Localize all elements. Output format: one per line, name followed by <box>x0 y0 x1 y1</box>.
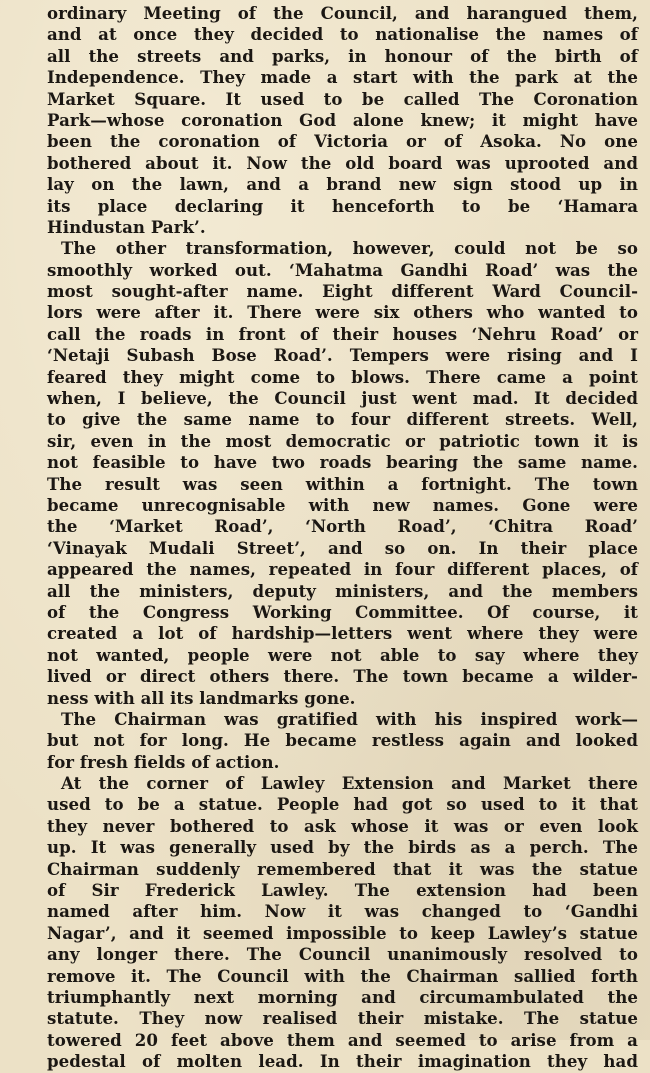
text-line: they never bothered to ask whose it was or even look <box>47 815 638 836</box>
text-line: used to be a statue. People had got so used to it that <box>47 794 638 815</box>
text-line: call the roads in front of their houses ‘Nehru Road’ or <box>47 323 638 344</box>
text-line: all the streets and parks, in honour of the birth of <box>47 45 638 66</box>
text-line: became unrecognisable with new names. Gone were <box>47 494 638 515</box>
text-line: lived or direct others there. The town became a wilder- <box>47 666 638 687</box>
text-line: of Sir Frederick Lawley. The extension had been <box>47 880 638 901</box>
text-line: not wanted, people were not able to say where they <box>47 644 638 665</box>
text-line: of the Congress Working Committee. Of course, it <box>47 601 638 622</box>
text-line: most sought-after name. Eight different Ward Council- <box>47 281 638 302</box>
text-line: ‘Vinayak Mudali Street’, and so on. In their place <box>47 537 638 558</box>
text-line: any longer there. The Council unanimously resolved to <box>47 944 638 965</box>
text-line: created a lot of hardship—letters went where they were <box>47 623 638 644</box>
body-text <box>47 3 638 1073</box>
text-line: the ‘Market Road’, ‘North Road’, ‘Chitra Road’ <box>47 516 638 537</box>
text-line: all the ministers, deputy ministers, and the members <box>47 580 638 601</box>
paragraph-end-line: for fresh fields of action. <box>47 751 280 772</box>
text-line: The result was seen within a fortnight. The town <box>47 473 638 494</box>
text-line: but not for long. He became restless again and looked <box>47 730 638 751</box>
text-line: ‘Netaji Subash Bose Road’. Tempers were rising and I <box>47 345 638 366</box>
text-line: towered 20 feet above them and seemed to arise from a <box>47 1029 638 1050</box>
text-line: pedestal of molten lead. In their imagination they had <box>47 1051 638 1072</box>
text-line: statute. They now realised their mistake. The statue <box>47 1008 638 1029</box>
text-line: bothered about it. Now the old board was uprooted and <box>47 152 638 173</box>
text-line: to give the same name to four different streets. Well, <box>47 409 638 430</box>
paragraph-end-line: Hindustan Park’. <box>47 216 206 237</box>
text-line: its place declaring it henceforth to be ‘Hamara <box>47 195 638 216</box>
text-line: when, I believe, the Council just went mad. It decided <box>47 388 638 409</box>
text-line: appeared the names, repeated in four different places, of <box>47 559 638 580</box>
text-line: triumphantly next morning and circumambulated the <box>47 986 638 1007</box>
text-line: remove it. The Council with the Chairman sallied forth <box>47 965 638 986</box>
paragraph-end-line: ness with all its landmarks gone. <box>47 687 356 708</box>
text-line: Nagar’, and it seemed impossible to keep Lawley’s statue <box>47 922 638 943</box>
text-line: Park—whose coronation God alone knew; it might have <box>47 109 638 130</box>
text-line: ordinary Meeting of the Council, and harangued them, <box>47 3 638 23</box>
text-line: sir, even in the most democratic or patriotic town it is <box>47 430 638 451</box>
text-line: named after him. Now it was changed to ‘Gandhi <box>47 901 638 922</box>
text-line: not feasible to have two roads bearing the same name. <box>47 452 638 473</box>
paragraph-start-line: At the corner of Lawley Extension and Market there <box>61 773 638 794</box>
text-line: lay on the lawn, and a brand new sign stood up in <box>47 174 638 195</box>
text-line: smoothly worked out. ‘Mahatma Gandhi Road’ was the <box>47 259 638 280</box>
text-line: Market Square. It used to be called The Coronation <box>47 88 638 109</box>
text-line: up. It was generally used by the birds as a perch. The <box>47 837 638 858</box>
text-line: and at once they decided to nationalise the names of <box>47 24 638 45</box>
text-line: Chairman suddenly remembered that it was the statue <box>47 858 638 879</box>
paragraph-start-line: The Chairman was gratified with his inspired work— <box>61 708 638 729</box>
text-line: Independence. They made a start with the park at the <box>47 67 638 88</box>
text-line: lors were after it. There were six others who wanted to <box>47 302 638 323</box>
paragraph-start-line: The other transformation, however, could not be so <box>61 238 638 259</box>
text-line: been the coronation of Victoria or of Asoka. No one <box>47 131 638 152</box>
text-line: feared they might come to blows. There came a point <box>47 366 638 387</box>
